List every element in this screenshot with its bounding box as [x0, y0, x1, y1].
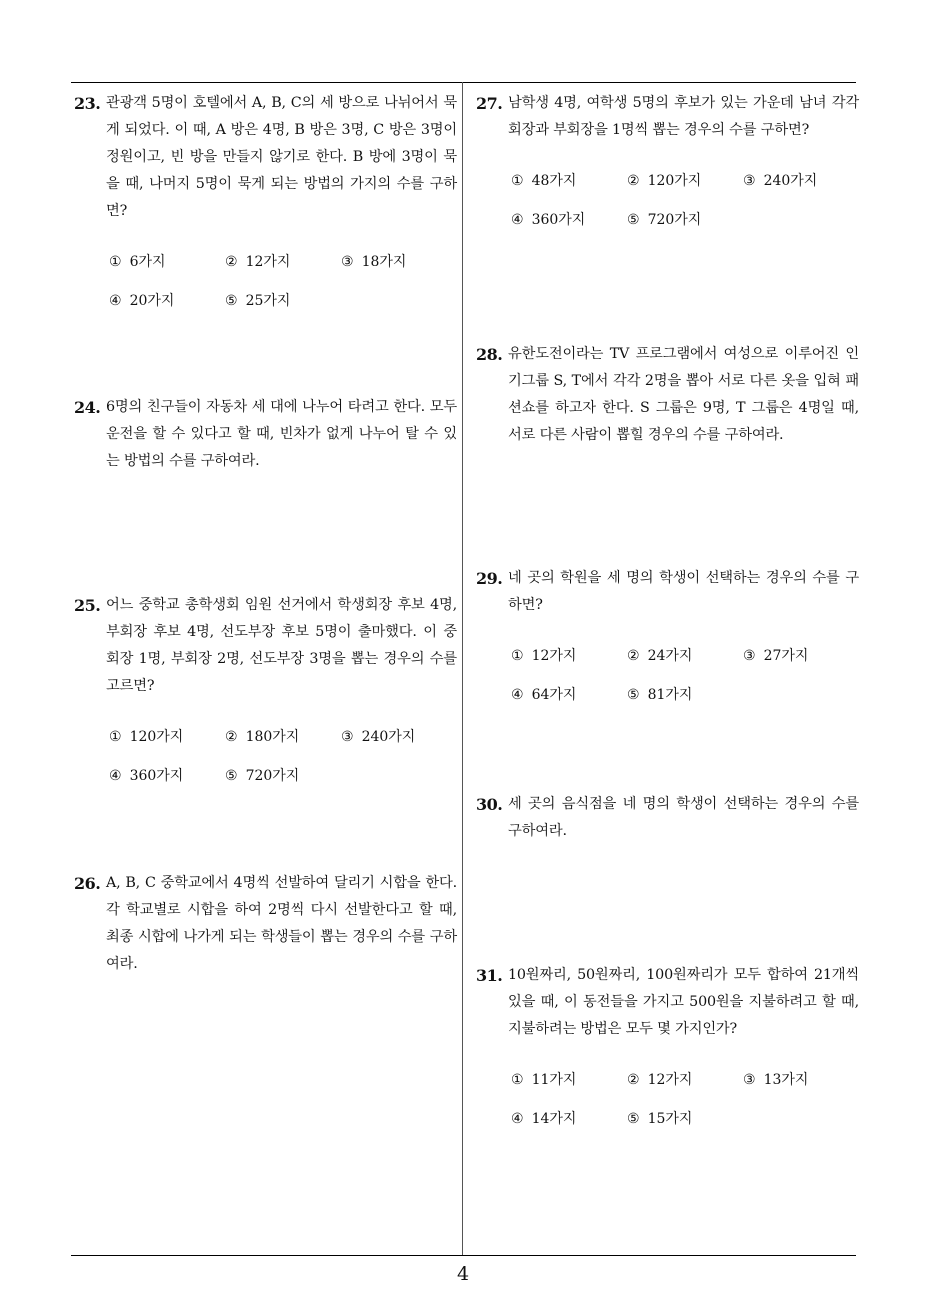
question-text: 관광객 5명이 호텔에서 A, B, C의 세 방으로 나뉘어서 묵게 되었다. 이 때, A 방은 4명, B 방은 3명, C 방은 3명이 정원이고, 빈 방을 만들지 않기로 한다. B 방에 3명이 묵을 때, 나머지 5명이 묵게 되는 방법의 가지의 수를 구하면?: [106, 95, 457, 219]
choice-2[interactable]: ② 24가지: [627, 648, 693, 664]
choice-4[interactable]: ④ 360가지: [109, 768, 184, 784]
question-25: [74, 592, 457, 796]
choice-3[interactable]: ③ 13가지: [743, 1072, 809, 1088]
choice-list: [511, 1061, 861, 1139]
choice-4[interactable]: ④ 14가지: [511, 1111, 577, 1127]
question-30: [476, 791, 859, 845]
question-number: 27.: [476, 94, 503, 113]
question-26: [74, 870, 457, 978]
question-text: 6명의 친구들이 자동차 세 대에 나누어 타려고 한다. 모두 운전을 할 수 있다고 할 때, 빈차가 없게 나누어 탈 수 있는 방법의 수를 구하여라.: [106, 399, 457, 469]
choice-2[interactable]: ② 120가지: [627, 173, 702, 189]
question-number: 25.: [74, 596, 101, 615]
choice-list: [109, 243, 459, 321]
choice-1[interactable]: ① 48가지: [511, 173, 577, 189]
question-text: 세 곳의 음식점을 네 명의 학생이 선택하는 경우의 수를 구하여라.: [508, 796, 859, 839]
bottom-rule: [71, 1255, 856, 1256]
question-28: [476, 341, 859, 449]
question-24: [74, 394, 457, 475]
question-number: 24.: [74, 398, 101, 417]
choice-5[interactable]: ⑤ 81가지: [627, 687, 693, 703]
question-29: [476, 565, 859, 715]
question-number: 31.: [476, 966, 503, 985]
choice-2[interactable]: ② 180가지: [225, 729, 300, 745]
choice-4[interactable]: ④ 360가지: [511, 212, 586, 228]
question-text: 남학생 4명, 여학생 5명의 후보가 있는 가운데 남녀 각각 회장과 부회장을 1명씩 뽑는 경우의 수를 구하면?: [508, 95, 859, 138]
question-text: A, B, C 중학교에서 4명씩 선발하여 달리기 시합을 한다. 각 학교별로 시합을 하여 2명씩 다시 선발한다고 할 때, 최종 시합에 나가게 되는 학생들이 뽑는 경우의 수를 구하여라.: [106, 875, 457, 972]
question-number: 26.: [74, 874, 101, 893]
choice-5[interactable]: ⑤ 720가지: [627, 212, 702, 228]
choice-1[interactable]: ① 12가지: [511, 648, 577, 664]
choice-4[interactable]: ④ 64가지: [511, 687, 577, 703]
choice-3[interactable]: ③ 27가지: [743, 648, 809, 664]
choice-5[interactable]: ⑤ 25가지: [225, 293, 291, 309]
choice-2[interactable]: ② 12가지: [627, 1072, 693, 1088]
choice-4[interactable]: ④ 20가지: [109, 293, 175, 309]
question-text: 10원짜리, 50원짜리, 100원짜리가 모두 합하여 21개씩 있을 때, 이 동전들을 가지고 500원을 지불하려고 할 때, 지불하려는 방법은 모두 몇 가지인가?: [508, 967, 859, 1037]
column-divider: [462, 82, 463, 1255]
page-number: 4: [456, 1263, 470, 1285]
question-number: 30.: [476, 795, 503, 814]
question-number: 28.: [476, 345, 503, 364]
choice-list: [109, 718, 459, 796]
question-text: 네 곳의 학원을 세 명의 학생이 선택하는 경우의 수를 구하면?: [508, 570, 859, 613]
choice-3[interactable]: ③ 18가지: [341, 254, 407, 270]
question-number: 29.: [476, 569, 503, 588]
choice-list: [511, 162, 861, 240]
choice-list: [511, 637, 861, 715]
choice-1[interactable]: ① 120가지: [109, 729, 184, 745]
question-text: 유한도전이라는 TV 프로그램에서 여성으로 이루어진 인기그룹 S, T에서 각각 2명을 뽑아 서로 다른 옷을 입혀 패션쇼를 하고자 한다. S 그룹은 9명, T 그룹은 4명일 때, 서로 다른 사람이 뽑힐 경우의 수를 구하여라.: [508, 346, 859, 443]
question-31: [476, 962, 859, 1139]
question-23: [74, 90, 457, 321]
question-number: 23.: [74, 94, 101, 113]
choice-1[interactable]: ① 6가지: [109, 254, 166, 270]
choice-5[interactable]: ⑤ 15가지: [627, 1111, 693, 1127]
choice-2[interactable]: ② 12가지: [225, 254, 291, 270]
choice-5[interactable]: ⑤ 720가지: [225, 768, 300, 784]
top-rule: [71, 82, 856, 83]
question-text: 어느 중학교 총학생회 임원 선거에서 학생회장 후보 4명, 부회장 후보 4명, 선도부장 후보 5명이 출마했다. 이 중 회장 1명, 부회장 2명, 선도부장 3명을 뽑는 경우의 수를 고르면?: [106, 597, 457, 694]
choice-3[interactable]: ③ 240가지: [341, 729, 416, 745]
question-27: [476, 90, 859, 240]
choice-3[interactable]: ③ 240가지: [743, 173, 818, 189]
choice-1[interactable]: ① 11가지: [511, 1072, 577, 1088]
